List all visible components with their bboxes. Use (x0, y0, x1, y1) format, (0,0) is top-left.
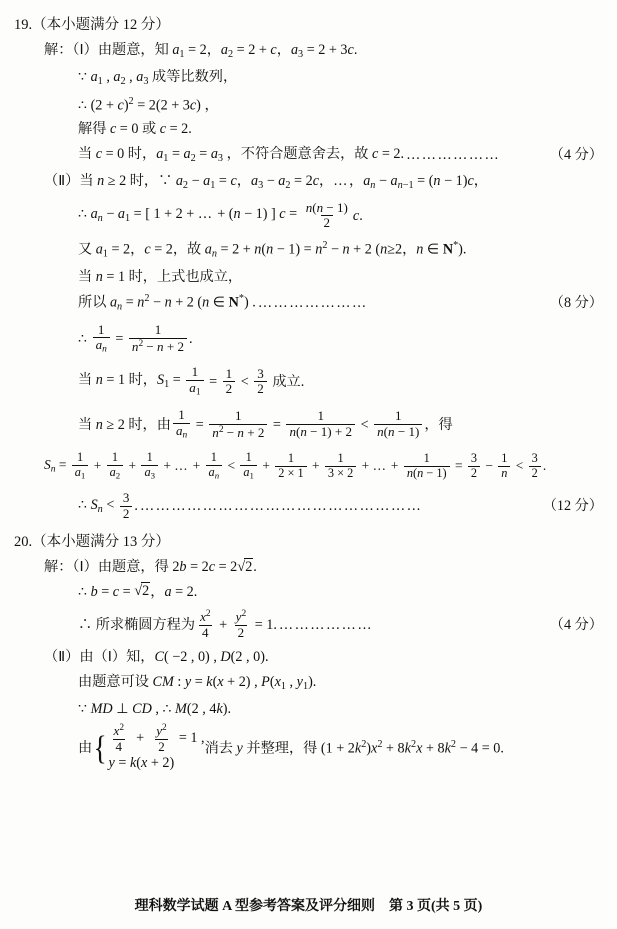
q19-line-15: ∴ $S_n$ < $\frac{3}{2}$ . ……………………………………………… （12 分） (78, 490, 603, 521)
fraction-1-over-n2-n-2-b: $\frac{1}{n^2 - n + 2}$ (209, 409, 267, 440)
q20-line-5: 由题意可设 CM : y = k(x + 2) , $P(x_1$ , $y_1$). (78, 673, 317, 692)
fraction-1-a2: $\frac{1}{a_2}$ (107, 451, 124, 481)
fraction-1-nn1: $\frac{1}{n(n - 1)}$ (404, 452, 450, 481)
question-19-header: 19.（本小题满分 12 分） (14, 17, 170, 33)
fraction-n-n-1-over-2: $\frac{n(n - 1)}{2}$ (305, 199, 348, 231)
fraction-1-2x1: $\frac{1}{2 \times 1}$ (275, 452, 306, 481)
q19-line-8: 又 $a_1 = 2$，c = 2，故 $a_n = 2 + n(n - 1) = n^2 - n + 2$ (n≥2，n ∈ N*). (78, 240, 467, 260)
fraction-1-a3: $\frac{1}{a_3}$ (141, 451, 158, 481)
q19-dot-leader-1: ……………… (406, 148, 501, 163)
q19-score-3: （12 分） (542, 498, 603, 515)
fraction-1-an: $\frac{1}{a_n}$ (206, 451, 223, 481)
q19-line-10: 所以 $a_n = n^2 - n + 2$ (n ∈ N*) . ………………… （8 分） (78, 292, 603, 313)
fraction-1-a1: $\frac{1}{a_1}$ (72, 451, 89, 481)
q19-line-9: 当 n = 1 时，上式也成立， (78, 268, 243, 285)
q20-line-3: ∴ 所求椭圆方程为 $\frac{x^2}{4}$ + $\frac{y^2}{2}$ = 1. ……………… （4 分） (78, 608, 603, 640)
fraction-1-over-a1: $\frac{1}{a_1}$ (186, 365, 203, 398)
q19-dot-leader-3: ……………………………………………… (139, 499, 423, 514)
question-20-header: 20.（本小题满分 13 分） (14, 534, 170, 551)
sqrt-2-a: √2 (237, 558, 253, 575)
fraction-1-over-2: $\frac{1}{2}$ (223, 367, 236, 397)
q19-score-2: （8 分） (549, 295, 603, 312)
fraction-3-2-c: $\frac{3}{2}$ (529, 452, 541, 481)
q20-line-1: 解：（Ⅰ）由题意，得 2b = 2c = 2 √2 . (44, 558, 257, 576)
q19-line-3: ∴ $(2 + c)^2 = 2(2 + 3c)$ ， (78, 95, 219, 114)
q19-line-13: 当 n ≥ 2 时，由 $\frac{1}{a_n}$ = $\frac{1}{n^2 - n + 2}$ = $\frac{1}{n(n - 1) + 2}$ < $\frac{1}{n(n - 1)}$ ，得 (78, 407, 453, 441)
fraction-1-a1-b: $\frac{1}{a_1}$ (240, 451, 257, 481)
q19-line-14: $S_n$ = $\frac{1}{a_1}$ + $\frac{1}{a_2}$ + $\frac{1}{a_3}$ + … + $\frac{1}{a_n}$ < $\frac{1}{a_1}$ + $\frac{1}{2 \times 1}$ + $\frac{1}{3 \times 2}$ + … + $\frac{1}{n(n - 1)}$ = $\frac{3}{2}$ − $\frac{1}{n}$ < $\frac{3}{2}$ . (44, 450, 547, 481)
q19-line-1 (44, 43, 617, 60)
q20-line-2: ∴ b = c = √2 ，a = 2. (78, 583, 198, 600)
q19-line-5: 当 c = 0 时，$a_1 = a_2 = a_3$ ，不符合题意舍去，故 c = 2. ……………… （4 分） (78, 145, 603, 164)
q19-line-2: ∵ $a_1$ , $a_2$ , $a_3$ 成等比数列， (78, 68, 238, 87)
q19-line-6: （Ⅱ）当 n ≥ 2 时，∵ $a_2 - a_1 = c$，$a_3 - a_2 = 2c$，…，$a_n - a_{n-1} = (n - 1)c$， (44, 172, 488, 191)
q20-line-7-text: 消去 y 并整理，得 $(1 + 2k^2)x^2 + 8k^2x + 8k^2 - 4 = 0$. (204, 739, 504, 757)
fraction-1-over-an: $\frac{1}{a_n}$ (93, 323, 110, 356)
fraction-3-over-2: $\frac{3}{2}$ (254, 367, 267, 397)
system-equation-1: $\frac{x^2}{4}$ + $\frac{y^2}{2}$ = 1 , (109, 723, 205, 754)
q20-line-6: ∵ MD ⊥ CD , ∴ M(2 , 4k). (78, 700, 232, 717)
fraction-1-3x2: $\frac{1}{3 \times 2}$ (325, 452, 356, 481)
fraction-3-2-d: $\frac{3}{2}$ (120, 491, 133, 521)
q19-score-1: （4 分） (549, 147, 603, 164)
q20-dot-leader-1: ……………… (278, 617, 374, 632)
q20-line-4: （Ⅱ）由（Ⅰ）知，C( −2 , 0) , D(2 , 0). (44, 649, 269, 666)
sqrt-2-b: √2 (134, 583, 150, 600)
q19-line-1-text: 解：（Ⅰ）由题意，知 $a_1 = 2$，$a_2 = 2 + c$，$a_3 = 2 + 3c$. (44, 41, 358, 60)
q19-line-7: ∴ $a_n - a_1$ = [ 1 + 2 + … + (n − 1) ] c = $\frac{n(n - 1)}{2}$ c. (78, 199, 363, 231)
system-equation-2: y = k(x + 2) (108, 755, 175, 772)
fraction-y2-over-2: $\frac{y^2}{2}$ (235, 608, 247, 640)
q20-score-1: （4 分） (549, 616, 603, 633)
fraction-1-n: $\frac{1}{n}$ (498, 452, 510, 481)
q20-line-7 (78, 723, 617, 774)
fraction-1-over-nn1-plus2: $\frac{1}{n(n - 1) + 2}$ (286, 409, 355, 439)
fraction-1-over-n2-n-2: $\frac{1}{n^2 - n + 2}$ (129, 323, 187, 354)
fraction-3-2-b: $\frac{3}{2}$ (468, 452, 480, 481)
page-footer: 理科数学试题 A 型参考答案及评分细则 第 3 页(共 5 页) (134, 899, 483, 914)
system-brace: { $\frac{x^2}{4}$ + $\frac{y^2}{2}$ = 1 , y = k(x + 2) (92, 723, 204, 774)
q19-dot-leader-2: ………………… (257, 296, 368, 311)
q20-line-7-prefix: 由 (78, 740, 93, 757)
q19-line-11: ∴ $\frac{1}{a_n}$ = $\frac{1}{n^2 - n + 2}$ . (78, 321, 193, 355)
fraction-y2-over-2-b: $\frac{y^2}{2}$ (156, 722, 167, 754)
fraction-1-over-nn1: $\frac{1}{n(n - 1)}$ (374, 409, 422, 439)
fraction-x2-over-4-b: $\frac{x^2}{4}$ (113, 722, 125, 754)
q19-line-4: 解得 c = 0 或 c = 2. (78, 121, 192, 138)
fraction-1-over-an-b: $\frac{1}{a_n}$ (173, 408, 190, 441)
fraction-x2-over-4: $\frac{x^2}{4}$ (200, 608, 211, 640)
q19-line-12: 当 n = 1 时，$S_1$ = $\frac{1}{a_1}$ = $\frac{1}{2}$ < $\frac{3}{2}$ 成立. (78, 364, 305, 398)
